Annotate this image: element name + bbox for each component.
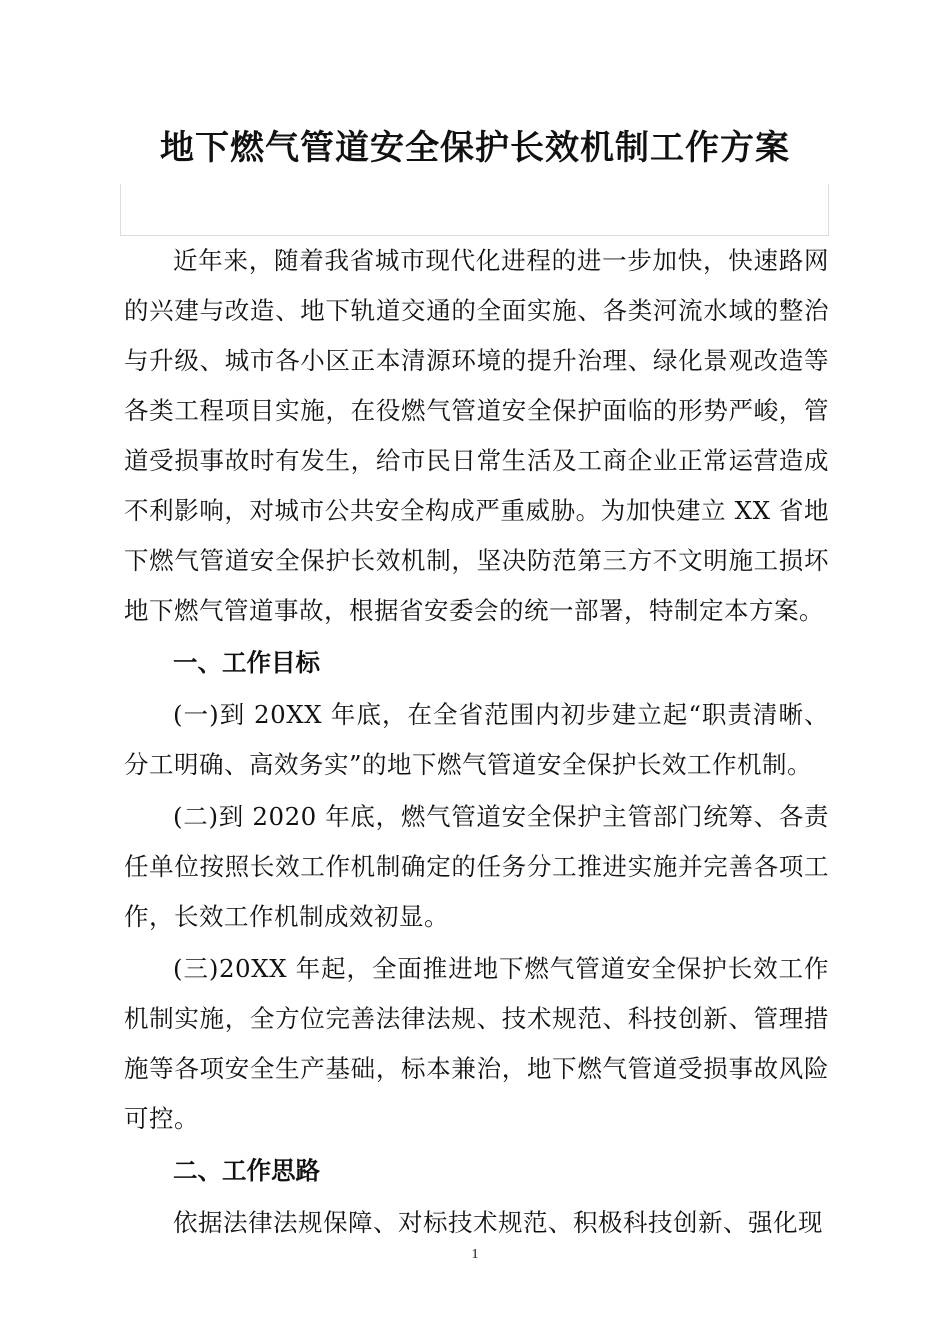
approach-paragraph: 依据法律法规保障、对标技术规范、积极科技创新、强化现 bbox=[173, 1208, 823, 1237]
document-title: 地下燃气管道安全保护长效机制工作方案 bbox=[160, 128, 790, 168]
goal-item-1: (一)到 20XX 年底，在全省范围内初步建立起“职责清晰、分工明确、高效务实”的地下燃气管道安全保护长效工作机制。 bbox=[124, 700, 829, 779]
blank-box bbox=[120, 184, 829, 236]
section-heading-goals: 一、工作目标 bbox=[173, 648, 320, 677]
document-body bbox=[124, 236, 829, 1248]
goal-item-3: (三)20XX 年起，全面推进地下燃气管道安全保护长效工作机制实施，全方位完善法律法规、技术规范、科技创新、管理措施等各项安全生产基础，标本兼治，地下燃气管道受损事故风险可控。 bbox=[124, 954, 829, 1133]
section-heading-approach: 二、工作思路 bbox=[173, 1156, 320, 1185]
goal-item-2: (二)到 2020 年底，燃气管道安全保护主管部门统筹、各责任单位按照长效工作机制确定的任务分工推进实施并完善各项工作，长效工作机制成效初显。 bbox=[124, 802, 829, 931]
intro-paragraph: 近年来，随着我省城市现代化进程的进一步加快，快速路网的兴建与改造、地下轨道交通的全面实施、各类河流水域的整治与升级、城市各小区正本清源环境的提升治理、绿化景观改造等各类工程项目实施，在役燃气管道安全保护面临的形势严峻，管道受损事故时有发生，给市民日常生活及工商企业正常运营造成不利影响，对城市公共安全构成严重威胁。为加快建立 XX 省地下燃气管道安全保护长效机制，坚决防范第三方不文明施工损坏地下燃气管道事故，根据省安委会的统一部署，特制定本方案。 bbox=[124, 246, 829, 625]
page-number: 1 bbox=[471, 1247, 479, 1262]
